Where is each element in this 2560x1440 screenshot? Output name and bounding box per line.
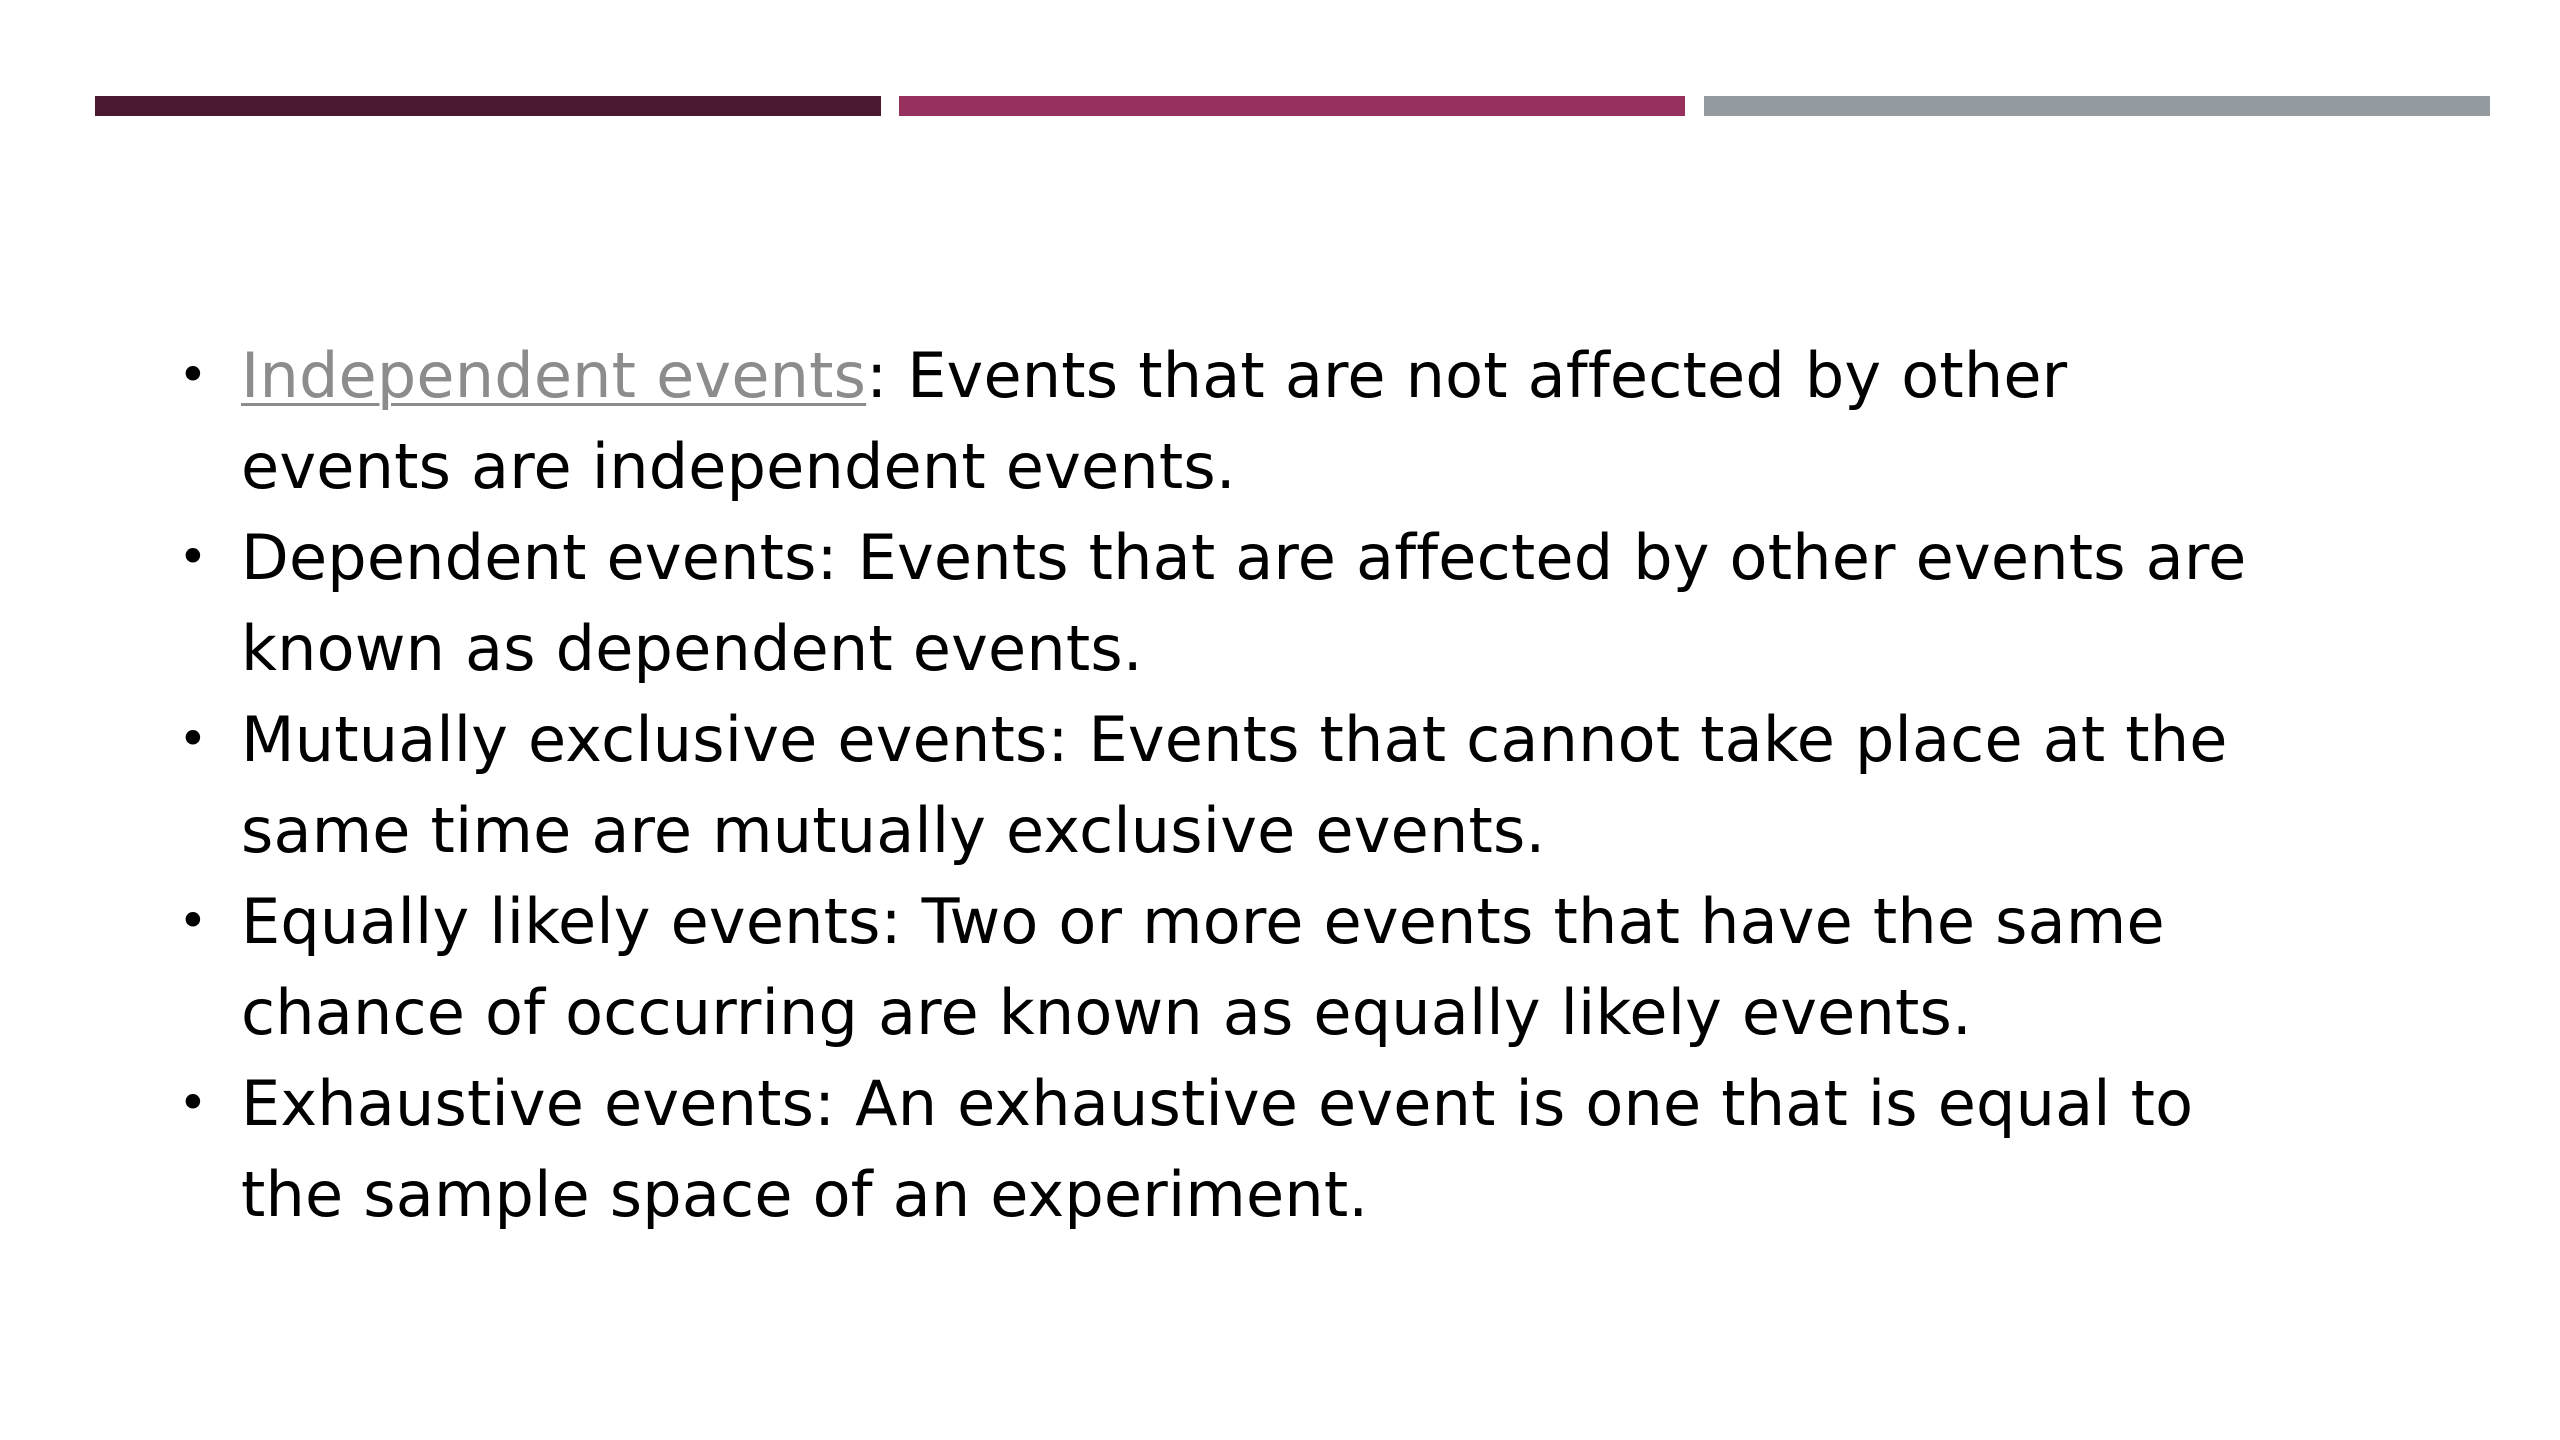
independent-events-link[interactable]: Independent events bbox=[241, 339, 867, 412]
slide-body bbox=[178, 330, 2258, 1240]
bullet-definition: Two or more events that have the same chance of occurring are known as equally likely events. bbox=[241, 885, 2165, 1049]
bullet-term: Exhaustive events bbox=[241, 1067, 815, 1140]
bullet-item-independent-events bbox=[178, 330, 2258, 512]
bullet-term: Dependent events bbox=[241, 521, 817, 594]
bullet-item-mutually-exclusive-events bbox=[178, 694, 2258, 876]
bullet-separator: : bbox=[880, 885, 922, 958]
bullet-definition: Events that cannot take place at the same time are mutually exclusive events. bbox=[241, 703, 2228, 867]
bullet-separator: : bbox=[814, 1067, 856, 1140]
bullet-item-equally-likely-events bbox=[178, 876, 2258, 1058]
bullet-dot-icon: • bbox=[178, 346, 208, 404]
bullet-term: Mutually exclusive events bbox=[241, 703, 1048, 776]
bullet-list bbox=[178, 330, 2258, 1240]
bullet-dot-icon: • bbox=[178, 1074, 208, 1132]
bullet-separator: : bbox=[866, 339, 908, 412]
accent-bar-gray bbox=[1704, 96, 2490, 116]
bullet-separator: : bbox=[816, 521, 858, 594]
bullet-term: Equally likely events bbox=[241, 885, 881, 958]
bullet-separator: : bbox=[1047, 703, 1089, 776]
bullet-dot-icon: • bbox=[178, 528, 208, 586]
accent-bar-magenta bbox=[899, 96, 1685, 116]
accent-bar-dark bbox=[95, 96, 881, 116]
bullet-definition: Events that are affected by other events are known as dependent events. bbox=[241, 521, 2247, 685]
bullet-definition: Events that are not affected by other events are independent events. bbox=[241, 339, 2068, 503]
bullet-dot-icon: • bbox=[178, 892, 208, 950]
bullet-item-exhaustive-events bbox=[178, 1058, 2258, 1240]
bullet-definition: An exhaustive event is one that is equal to the sample space of an experiment. bbox=[241, 1067, 2194, 1231]
bullet-dot-icon: • bbox=[178, 710, 208, 768]
bullet-item-dependent-events bbox=[178, 512, 2258, 694]
